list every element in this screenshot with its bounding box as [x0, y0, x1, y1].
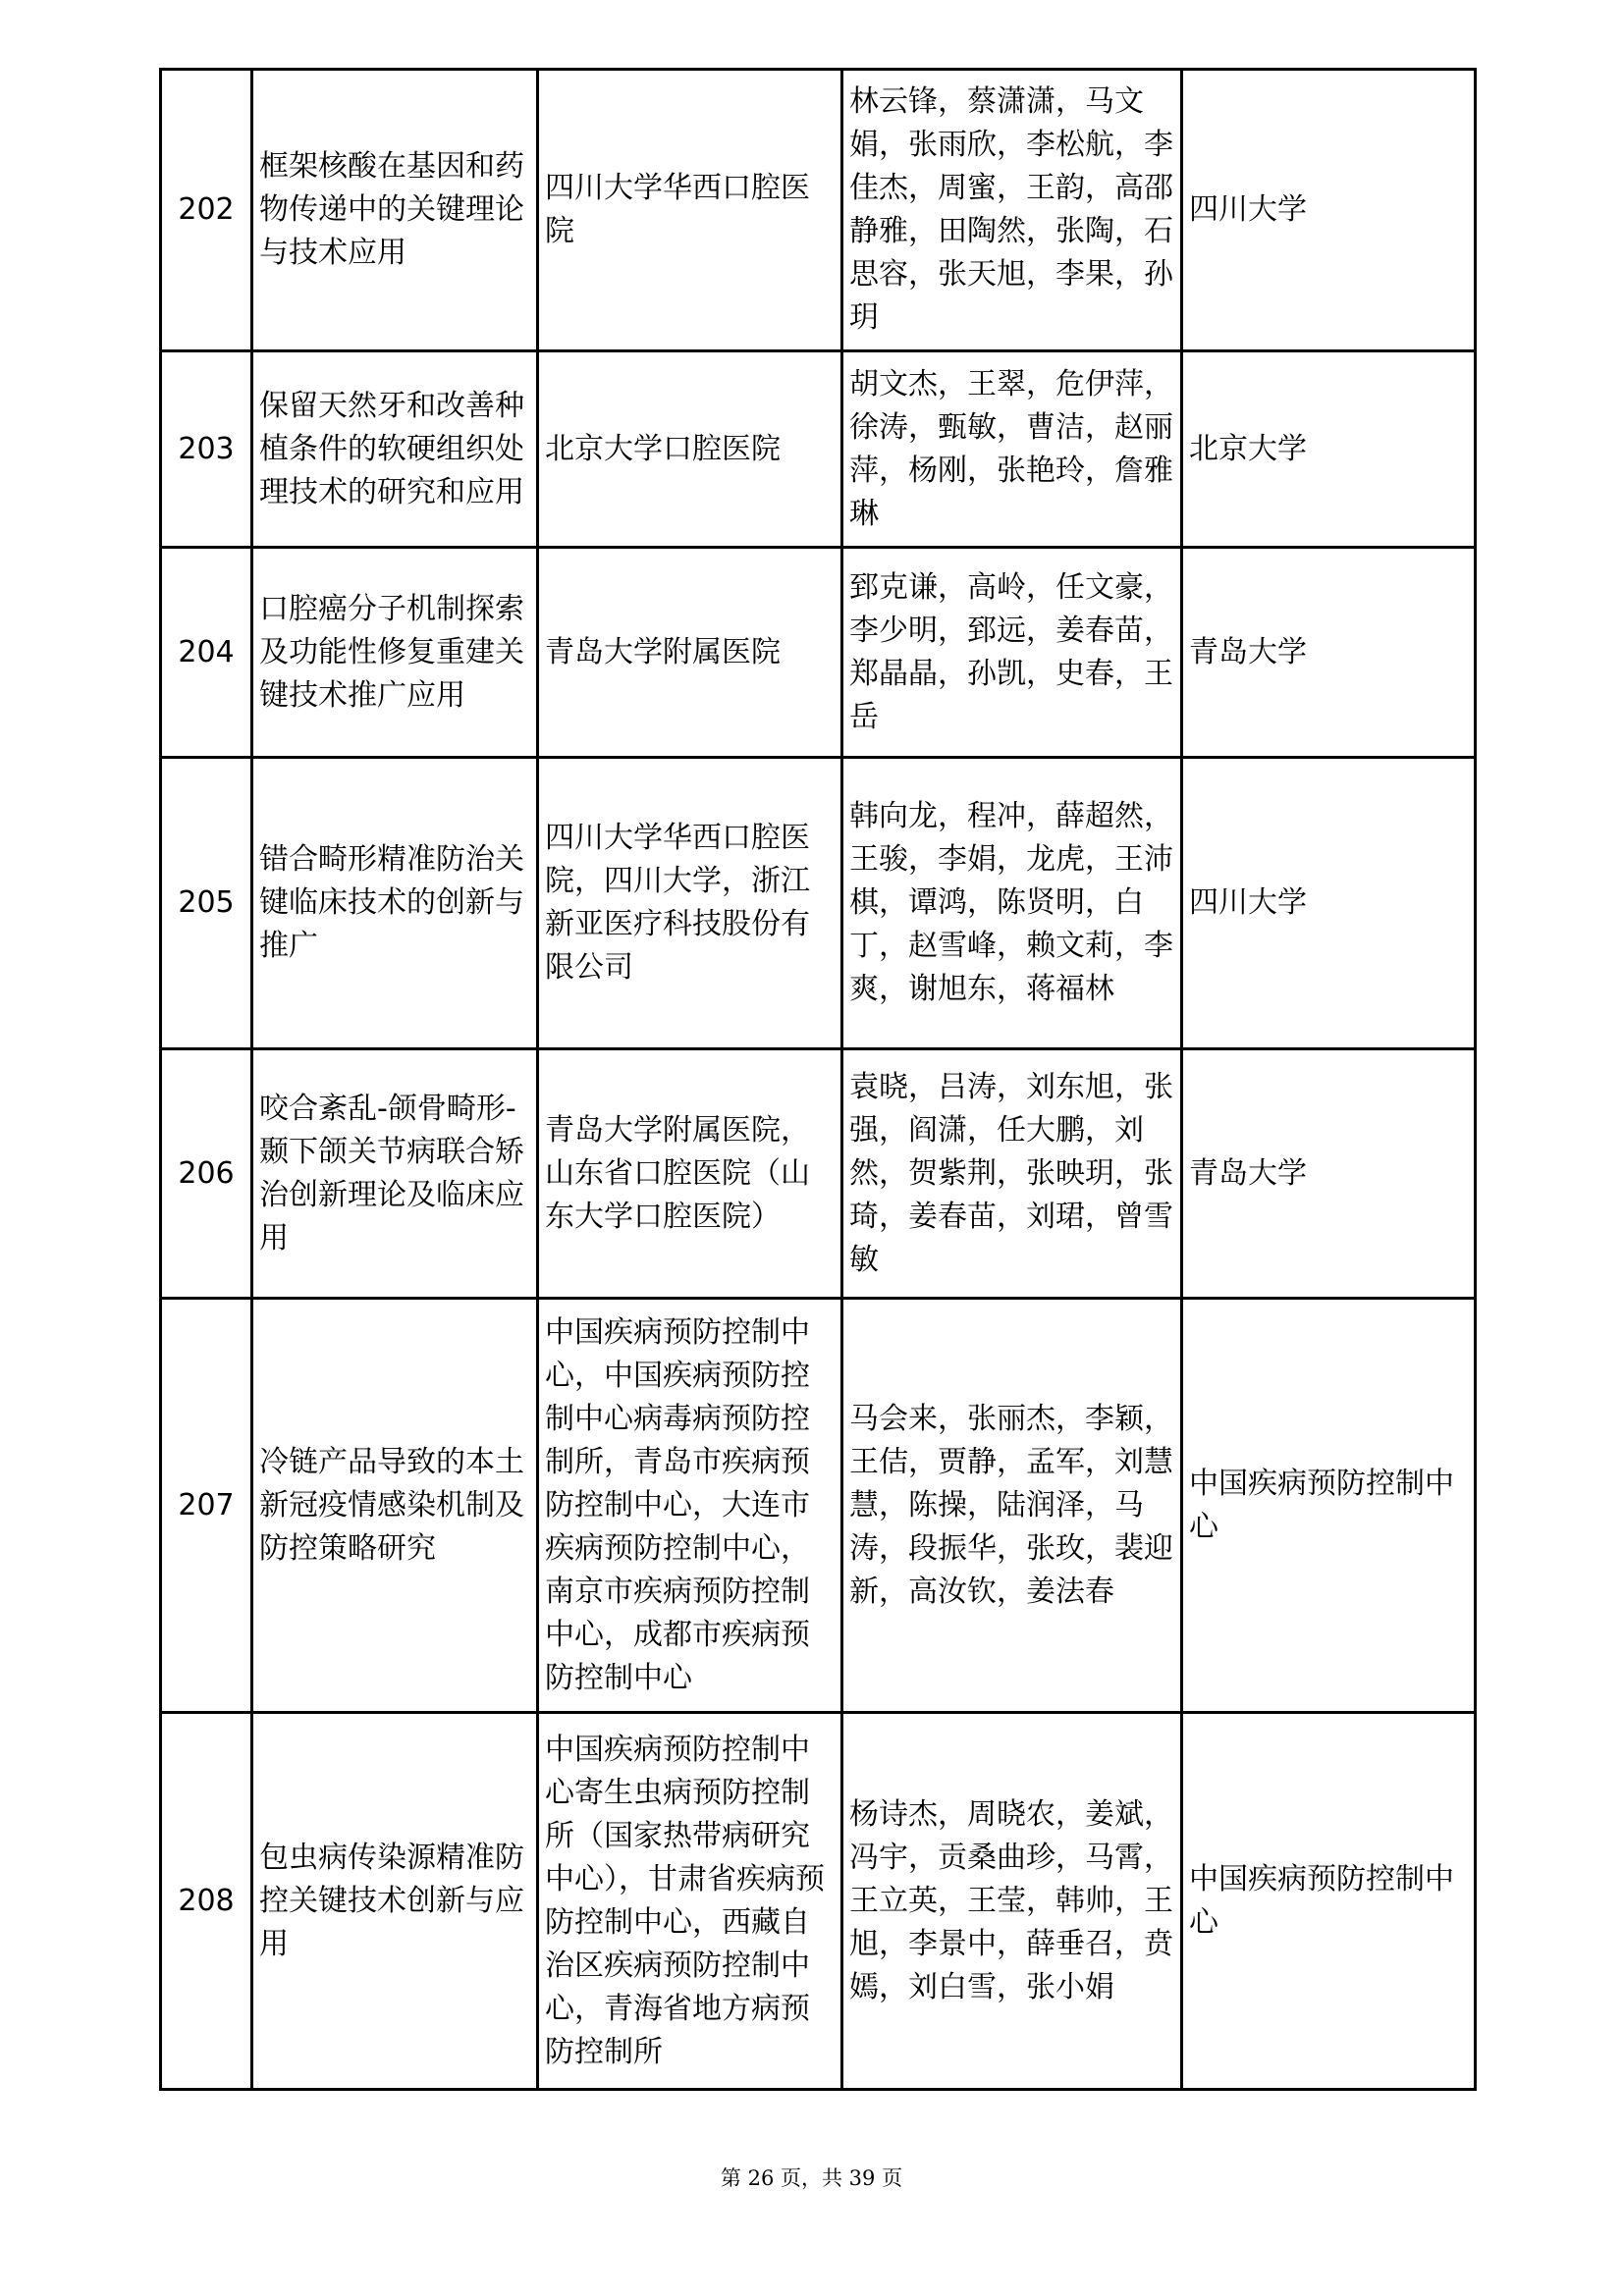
- completing-people: 郅克谦，高岭，任文豪，李少明，郅远，姜春苗，郑晶晶，孙凯，史春，王岳: [842, 548, 1182, 758]
- nominator: 青岛大学: [1182, 1049, 1476, 1299]
- completing-people: 韩向龙，程冲，薛超然，王骏，李娟，龙虎，王沛棋，谭鸿，陈贤明，白丁，赵雪峰，赖文莉，李爽，谢旭东，蒋福林: [842, 758, 1182, 1049]
- table-row: [161, 351, 1476, 548]
- row-number: 202: [161, 70, 252, 351]
- table-row: [161, 548, 1476, 758]
- completing-people: 杨诗杰，周晓农，姜斌，冯宇，贡桑曲珍，马霄，王立英，王莹，韩帅，王旭，李景中，薛垂召，贲嫣，刘白雪，张小娟: [842, 1713, 1182, 2090]
- project-title: 包虫病传染源精准防控关键技术创新与应用: [252, 1713, 538, 2090]
- row-number: 208: [161, 1713, 252, 2090]
- row-number: 204: [161, 548, 252, 758]
- nominator: 北京大学: [1182, 351, 1476, 548]
- table-row: [161, 1713, 1476, 2090]
- row-number: 206: [161, 1049, 252, 1299]
- project-title: 保留天然牙和改善种植条件的软硬组织处理技术的研究和应用: [252, 351, 538, 548]
- row-number: 203: [161, 351, 252, 548]
- nominator: 中国疾病预防控制中心: [1182, 1299, 1476, 1713]
- completing-people: 林云锋，蔡潇潇，马文娟，张雨欣，李松航，李佳杰，周蜜，王韵，高邵静雅，田陶然，张陶，石思容，张天旭，李果，孙玥: [842, 70, 1182, 351]
- project-title: 口腔癌分子机制探索及功能性修复重建关键技术推广应用: [252, 548, 538, 758]
- table-row: [161, 70, 1476, 351]
- awards-table: [159, 68, 1477, 2091]
- completing-unit: 四川大学华西口腔医院，四川大学，浙江新亚医疗科技股份有限公司: [538, 758, 842, 1049]
- completing-unit: 北京大学口腔医院: [538, 351, 842, 548]
- project-title: 错合畸形精准防治关键临床技术的创新与推广: [252, 758, 538, 1049]
- nominator: 四川大学: [1182, 70, 1476, 351]
- table-row: [161, 1049, 1476, 1299]
- completing-people: 袁晓，吕涛，刘东旭，张强，阎潇，任大鹏，刘然，贺紫荆，张映玥，张琦，姜春苗，刘珺，曾雪敏: [842, 1049, 1182, 1299]
- project-title: 咬合紊乱-颌骨畸形-颞下颌关节病联合矫治创新理论及临床应用: [252, 1049, 538, 1299]
- nominator: 青岛大学: [1182, 548, 1476, 758]
- row-number: 205: [161, 758, 252, 1049]
- nominator: 四川大学: [1182, 758, 1476, 1049]
- project-title: 框架核酸在基因和药物传递中的关键理论与技术应用: [252, 70, 538, 351]
- project-title: 冷链产品导致的本土新冠疫情感染机制及防控策略研究: [252, 1299, 538, 1713]
- table-row: [161, 758, 1476, 1049]
- completing-people: 胡文杰，王翠，危伊萍，徐涛，甄敏，曹洁，赵丽萍，杨刚，张艳玲，詹雅琳: [842, 351, 1182, 548]
- completing-unit: 青岛大学附属医院: [538, 548, 842, 758]
- table-row: [161, 1299, 1476, 1713]
- completing-people: 马会来，张丽杰，李颖，王佶，贾静，孟军，刘慧慧，陈操，陆润泽，马涛，段振华，张玫，裴迎新，高汝钦，姜法春: [842, 1299, 1182, 1713]
- completing-unit: 中国疾病预防控制中心寄生虫病预防控制所（国家热带病研究中心），甘肃省疾病预防控制中心，西藏自治区疾病预防控制中心，青海省地方病预防控制所: [538, 1713, 842, 2090]
- completing-unit: 四川大学华西口腔医院: [538, 70, 842, 351]
- page-footer: 第 26 页，共 39 页: [720, 2166, 903, 2190]
- completing-unit: 中国疾病预防控制中心，中国疾病预防控制中心病毒病预防控制所，青岛市疾病预防控制中心，大连市疾病预防控制中心，南京市疾病预防控制中心，成都市疾病预防控制中心: [538, 1299, 842, 1713]
- completing-unit: 青岛大学附属医院，山东省口腔医院（山东大学口腔医院）: [538, 1049, 842, 1299]
- nominator: 中国疾病预防控制中心: [1182, 1713, 1476, 2090]
- row-number: 207: [161, 1299, 252, 1713]
